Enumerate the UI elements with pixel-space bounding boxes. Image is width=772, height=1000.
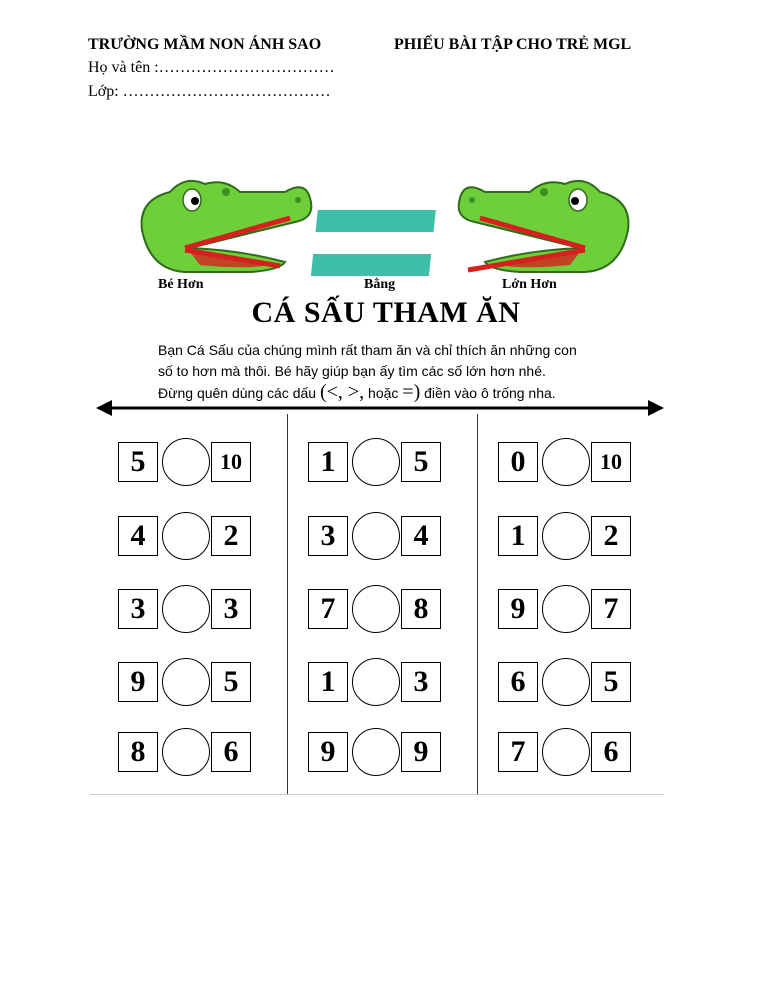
answer-circle[interactable] <box>542 512 590 560</box>
left-number-box: 7 <box>498 732 538 772</box>
exercise-item <box>498 512 631 560</box>
right-number-box: 6 <box>591 732 631 772</box>
right-number-box: 6 <box>211 732 251 772</box>
answer-circle[interactable] <box>352 658 400 706</box>
right-number-box: 3 <box>211 589 251 629</box>
left-number-box: 9 <box>118 662 158 702</box>
exercise-item <box>498 728 631 776</box>
double-arrow-icon <box>96 398 664 418</box>
right-number-box: 2 <box>591 516 631 556</box>
answer-circle[interactable] <box>542 585 590 633</box>
answer-circle[interactable] <box>162 438 210 486</box>
page-title: CÁ SẤU THAM ĂN <box>251 296 521 329</box>
answer-circle[interactable] <box>542 728 590 776</box>
left-number-box: 9 <box>308 732 348 772</box>
exercise-item <box>308 512 441 560</box>
right-number-box: 5 <box>211 662 251 702</box>
left-number-box: 4 <box>118 516 158 556</box>
left-number-box: 8 <box>118 732 158 772</box>
left-number-box: 1 <box>308 662 348 702</box>
left-number-box: 1 <box>308 442 348 482</box>
left-crocodile-icon <box>142 181 312 272</box>
right-number-box: 7 <box>591 589 631 629</box>
label-greater: Lớn Hơn <box>502 277 557 292</box>
exercise-item <box>118 512 251 560</box>
answer-circle[interactable] <box>542 658 590 706</box>
signs-text: (<, >, <box>319 381 365 403</box>
exercise-item <box>118 585 251 633</box>
answer-circle[interactable] <box>162 658 210 706</box>
right-number-box: 2 <box>211 516 251 556</box>
right-crocodile-icon <box>459 181 629 272</box>
right-number-box: 5 <box>591 662 631 702</box>
worksheet-title: PHIẾU BÀI TẬP CHO TRẺ MGL <box>394 36 632 53</box>
bottom-divider <box>90 794 664 795</box>
left-number-box: 1 <box>498 516 538 556</box>
column-divider <box>287 414 288 794</box>
exercise-item <box>308 658 441 706</box>
answer-circle[interactable] <box>542 438 590 486</box>
right-number-box: 8 <box>401 589 441 629</box>
right-number-box: 10 <box>591 442 631 482</box>
right-number-box: 9 <box>401 732 441 772</box>
exercise-item <box>118 438 251 486</box>
instruction-line-2: số to hơn mà thôi. Bé hãy giúp bạn ấy tìm các số lớn hơn nhé. <box>158 363 546 379</box>
instructions <box>158 340 638 404</box>
right-number-box: 3 <box>401 662 441 702</box>
student-name-field[interactable]: Họ và tên :…………………………… <box>88 59 335 76</box>
school-name: TRƯỜNG MẦM NON ÁNH SAO <box>88 36 322 53</box>
right-number-box: 5 <box>401 442 441 482</box>
equal-sign-text: =) <box>402 381 421 403</box>
left-number-box: 6 <box>498 662 538 702</box>
left-number-box: 9 <box>498 589 538 629</box>
answer-circle[interactable] <box>352 438 400 486</box>
or-text: hoặc <box>364 385 403 401</box>
answer-circle[interactable] <box>352 512 400 560</box>
right-number-box: 10 <box>211 442 251 482</box>
instruction-line-1: Bạn Cá Sấu của chúng mình rất tham ăn và chỉ thích ăn những con <box>158 342 577 358</box>
exercise-item <box>498 585 631 633</box>
answer-circle[interactable] <box>162 728 210 776</box>
answer-circle[interactable] <box>162 585 210 633</box>
instruction-tail: điền vào ô trống nha. <box>420 385 556 401</box>
right-number-box: 4 <box>401 516 441 556</box>
label-smaller: Bé Hơn <box>158 277 204 292</box>
label-equal: Bằng <box>364 277 396 292</box>
left-number-box: 3 <box>118 589 158 629</box>
answer-circle[interactable] <box>352 728 400 776</box>
equals-icon <box>311 210 436 276</box>
exercise-item <box>498 438 631 486</box>
exercise-item <box>498 658 631 706</box>
exercise-item <box>118 658 251 706</box>
exercise-item <box>308 438 441 486</box>
class-field[interactable]: Lớp: ………………………………… <box>88 83 331 100</box>
left-number-box: 0 <box>498 442 538 482</box>
left-number-box: 5 <box>118 442 158 482</box>
answer-circle[interactable] <box>352 585 400 633</box>
left-number-box: 7 <box>308 589 348 629</box>
exercise-item <box>118 728 251 776</box>
left-number-box: 3 <box>308 516 348 556</box>
instruction-text: Đừng quên dùng các dấu <box>158 385 320 401</box>
column-divider <box>477 414 478 794</box>
answer-circle[interactable] <box>162 512 210 560</box>
exercise-item <box>308 728 441 776</box>
exercise-item <box>308 585 441 633</box>
